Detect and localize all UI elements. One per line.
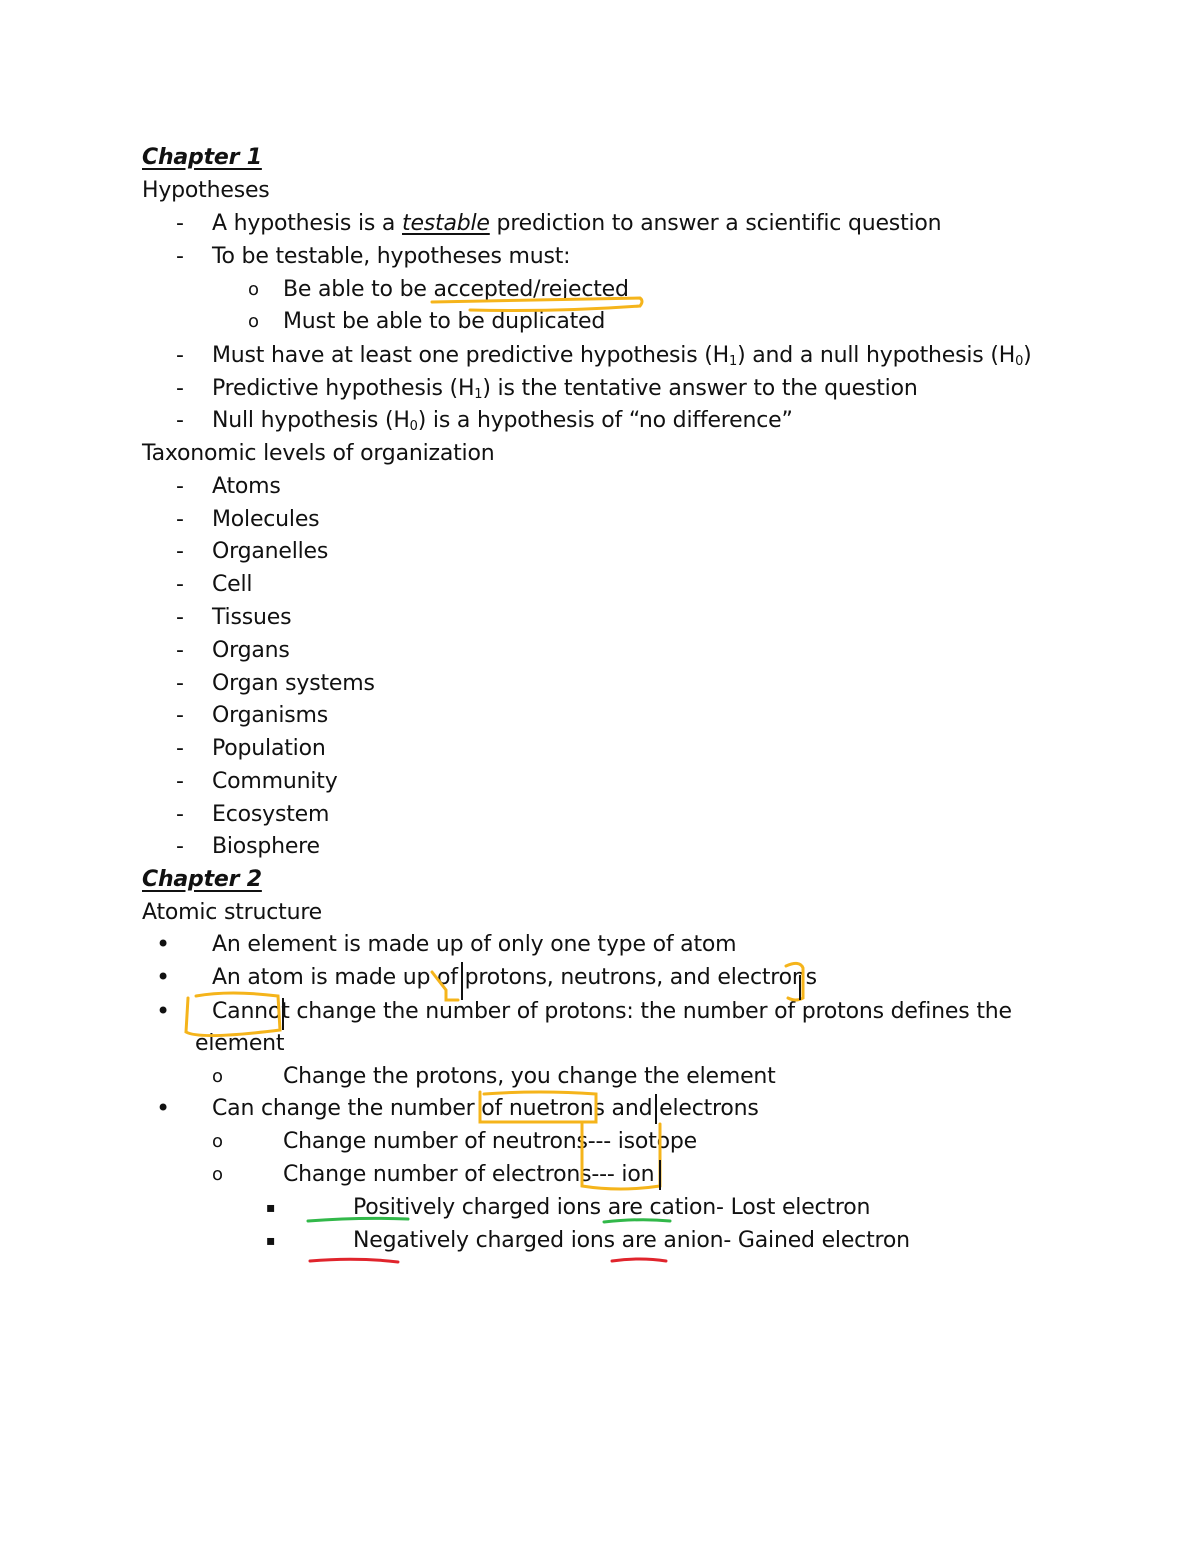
atomic-item-4: Can change the number of nuetrons and electrons (212, 1096, 759, 1121)
dash-marker: - (176, 211, 184, 236)
atomic-item-2: An atom is made up of protons, neutrons, and electrons (212, 965, 817, 990)
item-text: ) is the tentative answer to the question (482, 376, 918, 401)
taxonomy-item: Ecosystem (212, 802, 330, 827)
taxonomy-item: Organ systems (212, 671, 375, 696)
bullet-marker: • (156, 1094, 171, 1122)
dash-marker: - (176, 507, 184, 532)
dash-marker: - (176, 671, 184, 696)
dash-marker: - (176, 638, 184, 663)
dash-marker: - (176, 539, 184, 564)
hypothesis-item-3 (212, 341, 1032, 371)
dash-marker: - (176, 703, 184, 728)
subscript: 1 (474, 387, 483, 402)
taxonomy-title: Taxonomic levels of organization (142, 441, 495, 466)
hypothesis-item-1 (212, 209, 941, 239)
bullet-marker: • (156, 963, 171, 991)
hypothesis-subitem-2: Must be able to be duplicated (283, 309, 606, 334)
circle-marker: o (248, 311, 260, 332)
item-text: Predictive hypothesis (H (212, 376, 475, 401)
dash-marker: - (176, 572, 184, 597)
chapter-1-heading: Chapter 1 (142, 145, 262, 170)
taxonomy-item: Organisms (212, 703, 329, 728)
bullet-marker: • (156, 997, 171, 1025)
subscript: 0 (409, 419, 418, 434)
cation-item: Positively charged ions are cation- Lost electron (353, 1195, 871, 1220)
item-text: prediction to answer a scientific question (489, 211, 942, 236)
taxonomy-item: Biosphere (212, 834, 320, 859)
item-text: Must have at least one predictive hypothesis (H (212, 343, 729, 368)
atomic-item-3-continuation: element (195, 1031, 285, 1056)
square-marker: ▪ (266, 1200, 276, 1216)
taxonomy-item: Organelles (212, 539, 329, 564)
atomic-structure-title: Atomic structure (142, 900, 323, 925)
red-underline (310, 1259, 398, 1262)
taxonomy-item: Organs (212, 638, 290, 663)
taxonomy-item: Molecules (212, 507, 320, 532)
taxonomy-item: Tissues (212, 605, 292, 630)
taxonomy-item: Atoms (212, 474, 281, 499)
atomic-subitem-isotope: Change number of neutrons--- isotope (283, 1129, 697, 1154)
atomic-item-1: An element is made up of only one type of atom (212, 932, 737, 957)
dash-marker: - (176, 802, 184, 827)
hypothesis-item-4 (212, 374, 918, 404)
item-text: A hypothesis is a (212, 211, 403, 236)
item-text: Null hypothesis (H (212, 408, 410, 433)
testable-emphasis: testable (402, 211, 490, 236)
subscript: 1 (729, 354, 738, 369)
circle-marker: o (212, 1164, 224, 1185)
hypothesis-item-5 (212, 406, 793, 436)
item-text: ) and a null hypothesis (H (737, 343, 1016, 368)
circle-marker: o (212, 1066, 224, 1087)
bullet-marker: • (156, 930, 171, 958)
hypotheses-title: Hypotheses (142, 178, 270, 203)
subscript: 0 (1015, 354, 1024, 369)
dash-marker: - (176, 376, 184, 401)
hypothesis-subitem-1: Be able to be accepted/rejected (283, 277, 629, 302)
taxonomy-item: Cell (212, 572, 253, 597)
dash-marker: - (176, 736, 184, 761)
atomic-subitem-ion: Change number of electrons--- ion (283, 1162, 655, 1187)
dash-marker: - (176, 244, 184, 269)
atomic-subitem: Change the protons, you change the element (283, 1064, 776, 1089)
dash-marker: - (176, 834, 184, 859)
dash-marker: - (176, 474, 184, 499)
dash-marker: - (176, 408, 184, 433)
circle-marker: o (248, 279, 260, 300)
taxonomy-item: Community (212, 769, 338, 794)
hypothesis-item-2: To be testable, hypotheses must: (212, 244, 571, 269)
taxonomy-item: Population (212, 736, 326, 761)
square-marker: ▪ (266, 1233, 276, 1249)
circle-marker: o (212, 1131, 224, 1152)
atomic-item-3: Cannot change the number of protons: the number of protons defines the (212, 999, 1012, 1024)
item-text: ) (1023, 343, 1032, 368)
item-text: ) is a hypothesis of “no difference” (417, 408, 793, 433)
red-underline (612, 1259, 666, 1261)
dash-marker: - (176, 769, 184, 794)
anion-item: Negatively charged ions are anion- Gained electron (353, 1228, 910, 1253)
chapter-2-heading: Chapter 2 (142, 867, 262, 892)
dash-marker: - (176, 605, 184, 630)
dash-marker: - (176, 343, 184, 368)
